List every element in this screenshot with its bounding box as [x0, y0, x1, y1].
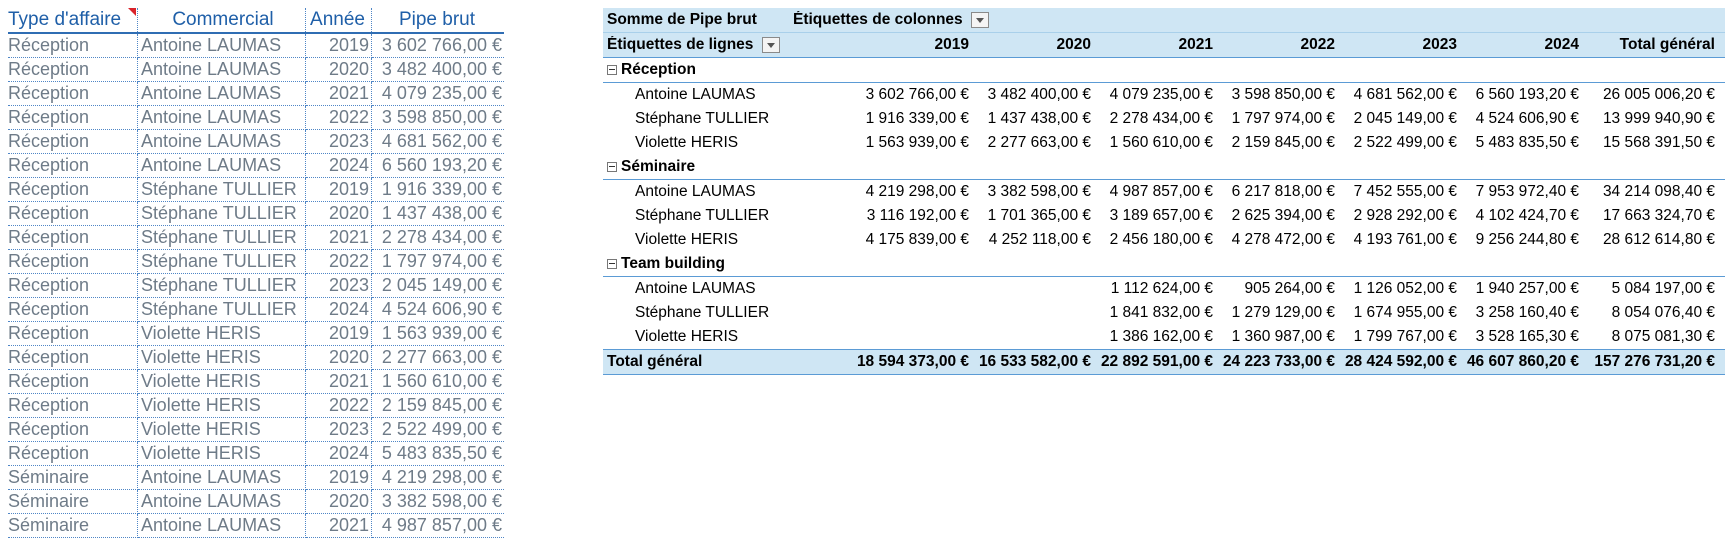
pivot-value-cell[interactable]: 3 258 160,40 €: [1475, 304, 1579, 321]
cell-commercial[interactable]: Antoine LAUMAS: [138, 130, 306, 154]
pivot-grand-total-row: [603, 349, 1725, 375]
pivot-value-cell[interactable]: 6 560 193,20 €: [1475, 86, 1579, 103]
cell-type-affaire[interactable]: Séminaire: [8, 514, 138, 538]
pivot-value-cell[interactable]: 905 264,00 €: [1244, 280, 1335, 297]
pivot-header-row-1: [603, 8, 1725, 33]
table-row: [8, 370, 504, 394]
pivot-value-cell[interactable]: 2 456 180,00 €: [1109, 231, 1213, 248]
cell-type-affaire[interactable]: Réception: [8, 178, 138, 202]
pivot-value-cell[interactable]: 1 674 955,00 €: [1353, 304, 1457, 321]
pivot-group-label[interactable]: [603, 61, 849, 79]
pivot-value-cell[interactable]: 9 256 244,80 €: [1475, 231, 1579, 248]
pivot-group-name: Réception: [621, 61, 696, 78]
pivot-value-cell[interactable]: 1 386 162,00 €: [1109, 328, 1213, 345]
pivot-grand-total-label[interactable]: Total général: [607, 353, 703, 370]
cell-type-affaire[interactable]: Réception: [8, 394, 138, 418]
cell-pipe-brut[interactable]: 4 219 298,00 €: [372, 466, 505, 490]
cell-pipe-brut[interactable]: 3 598 850,00 €: [372, 106, 505, 130]
cell-commercial[interactable]: Violette HERIS: [138, 346, 306, 370]
pivot-value-cell[interactable]: 2 277 663,00 €: [987, 134, 1091, 151]
cell-commercial[interactable]: Stéphane TULLIER: [138, 202, 306, 226]
source-data-table: [8, 8, 504, 538]
cell-pipe-brut[interactable]: 3 382 598,00 €: [372, 490, 505, 514]
pivot-data-row: [603, 83, 1725, 107]
pivot-value-cell[interactable]: 4 524 606,90 €: [1475, 110, 1579, 127]
pivot-value-cell[interactable]: 2 278 434,00 €: [1109, 110, 1213, 127]
header-type-affaire-label: Type d'affaire: [8, 9, 122, 30]
pivot-value-cell[interactable]: 2 045 149,00 €: [1353, 110, 1457, 127]
header-commercial[interactable]: Commercial: [138, 8, 306, 33]
header-pipe-brut[interactable]: Pipe brut: [372, 8, 505, 33]
table-row: [8, 250, 504, 274]
pivot-value-cell[interactable]: 3 189 657,00 €: [1109, 207, 1213, 224]
cell-commercial[interactable]: Antoine LAUMAS: [138, 466, 306, 490]
pivot-value-cell[interactable]: 4 175 839,00 €: [865, 231, 969, 248]
table-row: [8, 322, 504, 346]
pivot-row-total[interactable]: 34 214 098,40 €: [1602, 183, 1715, 200]
pivot-value-cell[interactable]: 3 116 192,00 €: [866, 207, 969, 224]
cell-commercial[interactable]: Stéphane TULLIER: [138, 274, 306, 298]
pivot-year-header[interactable]: 2023: [1422, 36, 1457, 53]
cell-type-affaire[interactable]: Réception: [8, 154, 138, 178]
pivot-grand-total-cell[interactable]: 24 223 733,00 €: [1222, 353, 1335, 370]
comment-marker-icon: [128, 8, 136, 16]
cell-commercial[interactable]: Stéphane TULLIER: [138, 250, 306, 274]
cell-pipe-brut[interactable]: 5 483 835,50 €: [372, 442, 505, 466]
pivot-year-header[interactable]: 2024: [1544, 36, 1579, 53]
table-row: [8, 394, 504, 418]
table-row: [8, 226, 504, 250]
table-row: [8, 418, 504, 442]
cell-annee[interactable]: 2024: [306, 442, 372, 466]
collapse-toggle-icon[interactable]: [607, 162, 617, 172]
pivot-data-row: [603, 301, 1725, 325]
pivot-value-cell[interactable]: 1 940 257,00 €: [1475, 280, 1579, 297]
cell-type-affaire[interactable]: Réception: [8, 250, 138, 274]
pivot-group-name: Séminaire: [621, 158, 696, 175]
pivot-year-header[interactable]: 2021: [1178, 36, 1213, 53]
cell-commercial[interactable]: Violette HERIS: [138, 442, 306, 466]
cell-type-affaire[interactable]: Réception: [8, 58, 138, 82]
table-row: [8, 130, 504, 154]
pivot-row-name[interactable]: Stéphane TULLIER: [635, 207, 770, 224]
table-row: [8, 346, 504, 370]
pivot-value-cell[interactable]: 3 602 766,00 €: [865, 86, 969, 103]
cell-pipe-brut[interactable]: 3 482 400,00 €: [372, 58, 505, 82]
cell-annee[interactable]: 2022: [306, 394, 372, 418]
cell-type-affaire[interactable]: Réception: [8, 370, 138, 394]
cell-type-affaire[interactable]: Réception: [8, 82, 138, 106]
pivot-value-cell[interactable]: 5 483 835,50 €: [1475, 134, 1579, 151]
cell-type-affaire[interactable]: Réception: [8, 346, 138, 370]
pivot-grand-total-cell[interactable]: 28 424 592,00 €: [1344, 353, 1457, 370]
pivot-data-row: [603, 204, 1725, 228]
table-row: [8, 466, 504, 490]
table-row: [8, 274, 504, 298]
source-header-row: [8, 8, 504, 33]
pivot-year-header[interactable]: 2022: [1300, 36, 1335, 53]
table-row: [8, 202, 504, 226]
pivot-value-cell[interactable]: 1 560 610,00 €: [1109, 134, 1213, 151]
pivot-row-total[interactable]: 13 999 940,90 €: [1602, 110, 1715, 127]
cell-pipe-brut[interactable]: 2 277 663,00 €: [372, 346, 505, 370]
pivot-header-row-2: [603, 33, 1725, 58]
pivot-row-total[interactable]: 17 663 324,70 €: [1602, 207, 1715, 224]
pivot-value-cell[interactable]: 1 701 365,00 €: [987, 207, 1091, 224]
table-row: [8, 33, 504, 58]
pivot-value-cell[interactable]: 4 219 298,00 €: [865, 183, 969, 200]
table-row: [8, 58, 504, 82]
cell-pipe-brut[interactable]: 1 437 438,00 €: [372, 202, 505, 226]
cell-pipe-brut[interactable]: 1 563 939,00 €: [372, 322, 505, 346]
cell-commercial[interactable]: Violette HERIS: [138, 418, 306, 442]
cell-commercial[interactable]: Stéphane TULLIER: [138, 298, 306, 322]
cell-type-affaire[interactable]: Réception: [8, 226, 138, 250]
pivot-data-row: [603, 277, 1725, 301]
pivot-value-cell[interactable]: 2 159 845,00 €: [1231, 134, 1335, 151]
pivot-row-name[interactable]: Violette HERIS: [635, 134, 739, 151]
cell-annee[interactable]: 2024: [306, 154, 372, 178]
pivot-grand-total-cell[interactable]: 46 607 860,20 €: [1466, 353, 1579, 370]
table-row: [8, 154, 504, 178]
pivot-row-total[interactable]: 26 005 006,20 €: [1602, 86, 1715, 103]
pivot-value-cell[interactable]: 7 953 972,40 €: [1475, 183, 1579, 200]
cell-commercial[interactable]: Antoine LAUMAS: [138, 490, 306, 514]
table-row: [8, 298, 504, 322]
pivot-value-cell[interactable]: 3 528 165,30 €: [1475, 328, 1579, 345]
cell-type-affaire[interactable]: Séminaire: [8, 466, 138, 490]
cell-pipe-brut[interactable]: 3 602 766,00 €: [372, 33, 505, 58]
pivot-group-label[interactable]: [603, 158, 849, 176]
pivot-data-row: [603, 325, 1725, 349]
cell-pipe-brut[interactable]: 2 522 499,00 €: [372, 418, 505, 442]
pivot-value-cell[interactable]: 4 079 235,00 €: [1109, 86, 1213, 103]
cell-annee[interactable]: 2022: [306, 106, 372, 130]
cell-annee[interactable]: 2020: [306, 490, 372, 514]
pivot-value-cell[interactable]: 1 799 767,00 €: [1353, 328, 1457, 345]
cell-commercial[interactable]: Violette HERIS: [138, 370, 306, 394]
cell-annee[interactable]: 2019: [306, 322, 372, 346]
cell-annee[interactable]: 2019: [306, 178, 372, 202]
pivot-group-name: Team building: [621, 255, 725, 272]
cell-annee[interactable]: 2022: [306, 250, 372, 274]
pivot-group-row: [603, 252, 1725, 277]
cell-type-affaire[interactable]: Réception: [8, 418, 138, 442]
pivot-row-name[interactable]: Antoine LAUMAS: [635, 280, 756, 297]
pivot-row-total[interactable]: 5 084 197,00 €: [1611, 280, 1715, 297]
cell-pipe-brut[interactable]: 1 916 339,00 €: [372, 178, 505, 202]
cell-annee[interactable]: 2021: [306, 82, 372, 106]
cell-commercial[interactable]: Violette HERIS: [138, 322, 306, 346]
cell-pipe-brut[interactable]: 1 797 974,00 €: [372, 250, 505, 274]
cell-annee[interactable]: 2023: [306, 130, 372, 154]
pivot-value-cell[interactable]: 1 126 052,00 €: [1353, 280, 1457, 297]
table-row: [8, 106, 504, 130]
cell-commercial[interactable]: Antoine LAUMAS: [138, 154, 306, 178]
table-row: [8, 82, 504, 106]
pivot-year-header[interactable]: 2020: [1056, 36, 1091, 53]
pivot-value-cell[interactable]: 1 360 987,00 €: [1231, 328, 1335, 345]
pivot-row-name[interactable]: Antoine LAUMAS: [635, 86, 756, 103]
pivot-data-row: [603, 228, 1725, 252]
pivot-value-cell[interactable]: 1 797 974,00 €: [1231, 110, 1335, 127]
pivot-grand-total-cell[interactable]: 18 594 373,00 €: [856, 353, 969, 370]
cell-type-affaire[interactable]: Réception: [8, 274, 138, 298]
column-filter-dropdown-icon[interactable]: [971, 12, 989, 28]
cell-commercial[interactable]: Violette HERIS: [138, 394, 306, 418]
cell-type-affaire[interactable]: Réception: [8, 322, 138, 346]
pivot-row-name[interactable]: Violette HERIS: [635, 328, 739, 345]
pivot-column-labels-text: Étiquettes de colonnes: [793, 11, 963, 28]
cell-type-affaire[interactable]: Séminaire: [8, 490, 138, 514]
pivot-grand-total-cell[interactable]: 22 892 591,00 €: [1100, 353, 1213, 370]
cell-commercial[interactable]: Stéphane TULLIER: [138, 226, 306, 250]
cell-pipe-brut[interactable]: 4 987 857,00 €: [372, 514, 505, 538]
pivot-value-cell[interactable]: 1 916 339,00 €: [865, 110, 969, 127]
pivot-group-row: [603, 155, 1725, 180]
pivot-value-cell[interactable]: 3 482 400,00 €: [987, 86, 1091, 103]
pivot-row-total[interactable]: 15 568 391,50 €: [1602, 134, 1715, 151]
cell-type-affaire[interactable]: Réception: [8, 106, 138, 130]
pivot-value-label[interactable]: Somme de Pipe brut: [607, 11, 757, 28]
pivot-data-row: [603, 107, 1725, 131]
pivot-row-labels-text: Étiquettes de lignes: [607, 36, 754, 53]
cell-annee[interactable]: 2021: [306, 226, 372, 250]
pivot-row-total[interactable]: 8 054 076,40 €: [1611, 304, 1715, 321]
table-row: [8, 490, 504, 514]
table-row: [8, 514, 504, 538]
pivot-row-labels[interactable]: [603, 36, 849, 54]
pivot-row-name[interactable]: Stéphane TULLIER: [635, 304, 770, 321]
cell-pipe-brut[interactable]: 6 560 193,20 €: [372, 154, 505, 178]
pivot-value-cell[interactable]: 1 279 129,00 €: [1231, 304, 1335, 321]
cell-pipe-brut[interactable]: 2 045 149,00 €: [372, 274, 505, 298]
pivot-value-cell[interactable]: 2 928 292,00 €: [1353, 207, 1457, 224]
pivot-value-cell[interactable]: 4 278 472,00 €: [1231, 231, 1335, 248]
cell-commercial[interactable]: Antoine LAUMAS: [138, 514, 306, 538]
pivot-row-name[interactable]: Stéphane TULLIER: [635, 110, 770, 127]
pivot-grand-total-value[interactable]: 157 276 731,20 €: [1594, 353, 1715, 370]
cell-commercial[interactable]: Stéphane TULLIER: [138, 178, 306, 202]
pivot-group-row: [603, 58, 1725, 83]
pivot-value-cell[interactable]: 2 522 499,00 €: [1353, 134, 1457, 151]
pivot-data-row: [603, 180, 1725, 204]
cell-annee[interactable]: 2024: [306, 298, 372, 322]
pivot-value-cell[interactable]: 4 193 761,00 €: [1353, 231, 1457, 248]
cell-annee[interactable]: 2019: [306, 466, 372, 490]
pivot-value-cell[interactable]: 4 252 118,00 €: [988, 231, 1091, 248]
cell-annee[interactable]: 2020: [306, 202, 372, 226]
cell-pipe-brut[interactable]: 2 278 434,00 €: [372, 226, 505, 250]
pivot-data-row: [603, 131, 1725, 155]
pivot-value-cell[interactable]: 4 681 562,00 €: [1353, 86, 1457, 103]
pivot-value-cell[interactable]: 1 437 438,00 €: [987, 110, 1091, 127]
table-row: [8, 178, 504, 202]
pivot-value-cell[interactable]: 4 102 424,70 €: [1475, 207, 1579, 224]
cell-annee[interactable]: 2023: [306, 418, 372, 442]
cell-pipe-brut[interactable]: 4 524 606,90 €: [372, 298, 505, 322]
pivot-grand-total-cell[interactable]: 16 533 582,00 €: [978, 353, 1091, 370]
pivot-value-cell[interactable]: 1 112 624,00 €: [1110, 280, 1213, 297]
cell-commercial[interactable]: Antoine LAUMAS: [138, 106, 306, 130]
cell-commercial[interactable]: Antoine LAUMAS: [138, 82, 306, 106]
cell-type-affaire[interactable]: Réception: [8, 298, 138, 322]
row-filter-dropdown-icon[interactable]: [762, 37, 780, 53]
cell-annee[interactable]: 2023: [306, 274, 372, 298]
cell-type-affaire[interactable]: Réception: [8, 202, 138, 226]
pivot-total-header[interactable]: Total général: [1619, 36, 1715, 53]
cell-pipe-brut[interactable]: 4 681 562,00 €: [372, 130, 505, 154]
cell-pipe-brut[interactable]: 2 159 845,00 €: [372, 394, 505, 418]
pivot-value-cell[interactable]: 3 382 598,00 €: [987, 183, 1091, 200]
cell-annee[interactable]: 2021: [306, 514, 372, 538]
pivot-row-name[interactable]: Antoine LAUMAS: [635, 183, 756, 200]
pivot-value-cell[interactable]: 3 598 850,00 €: [1231, 86, 1335, 103]
cell-type-affaire[interactable]: Réception: [8, 130, 138, 154]
cell-annee[interactable]: 2019: [306, 33, 372, 58]
table-row: [8, 442, 504, 466]
cell-commercial[interactable]: Antoine LAUMAS: [138, 33, 306, 58]
pivot-year-header[interactable]: 2019: [934, 36, 969, 53]
collapse-toggle-icon[interactable]: [607, 65, 617, 75]
pivot-row-total[interactable]: 8 075 081,30 €: [1611, 328, 1715, 345]
pivot-group-label[interactable]: [603, 255, 849, 273]
pivot-row-total[interactable]: 28 612 614,80 €: [1602, 231, 1715, 248]
cell-annee[interactable]: 2021: [306, 370, 372, 394]
pivot-value-cell[interactable]: 7 452 555,00 €: [1353, 183, 1457, 200]
pivot-column-labels[interactable]: [793, 11, 1193, 29]
cell-commercial[interactable]: Antoine LAUMAS: [138, 58, 306, 82]
cell-pipe-brut[interactable]: 4 079 235,00 €: [372, 82, 505, 106]
cell-annee[interactable]: 2020: [306, 346, 372, 370]
header-annee[interactable]: Année: [306, 8, 372, 33]
cell-type-affaire[interactable]: Réception: [8, 442, 138, 466]
pivot-row-name[interactable]: Violette HERIS: [635, 231, 739, 248]
header-type-affaire[interactable]: [8, 8, 138, 33]
pivot-value-cell[interactable]: 1 563 939,00 €: [865, 134, 969, 151]
cell-pipe-brut[interactable]: 1 560 610,00 €: [372, 370, 505, 394]
pivot-value-cell[interactable]: 2 625 394,00 €: [1231, 207, 1335, 224]
cell-type-affaire[interactable]: Réception: [8, 33, 138, 58]
pivot-table: [603, 8, 1725, 375]
cell-annee[interactable]: 2020: [306, 58, 372, 82]
pivot-value-cell[interactable]: 1 841 832,00 €: [1109, 304, 1213, 321]
collapse-toggle-icon[interactable]: [607, 259, 617, 269]
pivot-value-cell[interactable]: 4 987 857,00 €: [1109, 183, 1213, 200]
pivot-value-cell[interactable]: 6 217 818,00 €: [1231, 183, 1335, 200]
